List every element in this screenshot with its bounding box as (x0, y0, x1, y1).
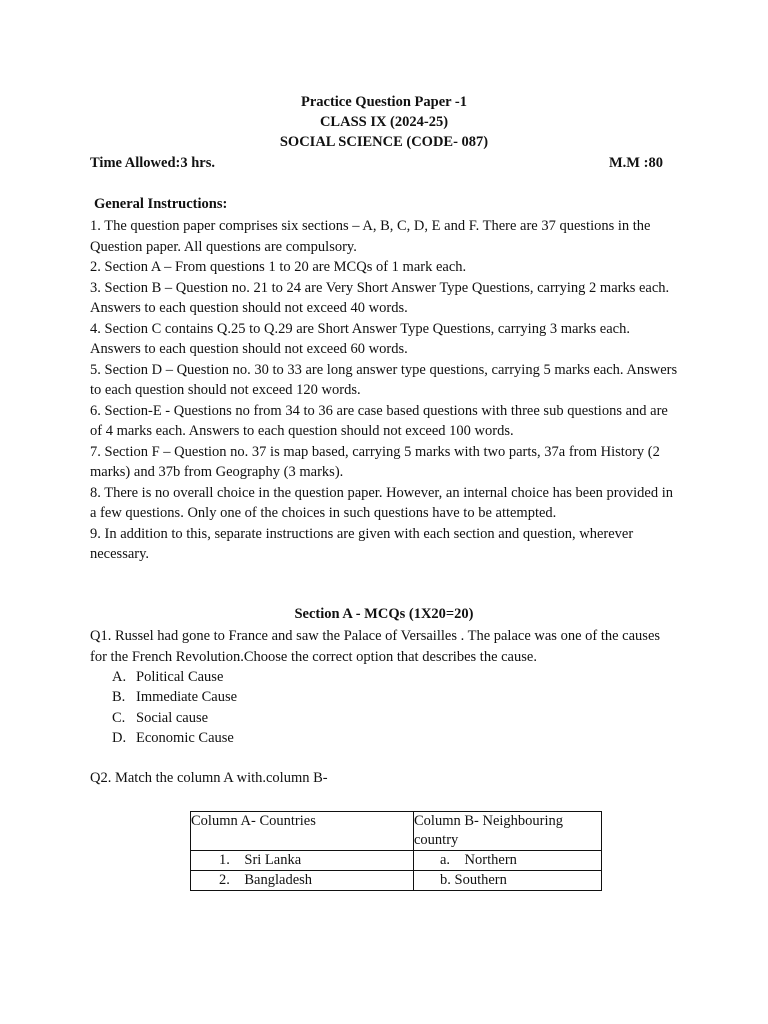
table-row (191, 851, 602, 871)
table-header-row (191, 812, 602, 851)
question-1-options (112, 667, 237, 748)
subject-line: SOCIAL SCIENCE (CODE- 087) (279, 134, 489, 150)
question-2-text: Q2. Match the column A with.column B- (90, 770, 328, 786)
max-marks: M.M :80 (609, 155, 663, 171)
instruction-item: 5. Section D – Question no. 30 to 33 are long answer type questions, carrying 5 marks each. Answers to each question should not exceed 120 words. (90, 361, 678, 398)
class-line: CLASS IX (2024-25) (319, 114, 449, 130)
paper-title: Practice Question Paper -1 (300, 94, 468, 110)
table-row (191, 871, 602, 891)
instruction-item: 7. Section F – Question no. 37 is map based, carrying 5 marks with two parts, 37a from History (2 marks) and 37b from Geography (3 marks). (90, 443, 660, 480)
column-a-cell: 2. Bangladesh (191, 871, 414, 891)
instruction-item: 3. Section B – Question no. 21 to 24 are Very Short Answer Type Questions, carrying 2 marks each. Answers to each question should not exceed 40 words. (90, 279, 670, 316)
instruction-item: 9. In addition to this, separate instructions are given with each section and question, wherever necessary. (90, 525, 634, 562)
instruction-item: 8. There is no overall choice in the question paper. However, an internal choice has been provided in a few questions. Only one of the choices in such questions have to be attempted. (90, 484, 673, 521)
column-b-cell: a. Northern (414, 851, 602, 871)
column-b-header: Column B- Neighbouring country (414, 812, 602, 851)
column-a-header: Column A- Countries (191, 812, 414, 851)
instruction-item: 2. Section A – From questions 1 to 20 are MCQs of 1 mark each. (90, 259, 467, 275)
match-table (190, 811, 602, 891)
instructions-heading: General Instructions: (94, 196, 228, 212)
question-1-text: Q1. Russel had gone to France and saw the Palace of Versailles . The palace was one of the causes for the French Revolution.Choose the correct option that describes the cause. (90, 628, 661, 665)
option-d: D. Economic Cause (112, 729, 234, 746)
instruction-item: 6. Section-E - Questions no from 34 to 36 are case based questions with three sub questions and are of 4 marks each. Answers to each question should not exceed 100 words. (90, 402, 668, 439)
section-a-heading: Section A - MCQs (1X20=20) (294, 606, 474, 622)
column-a-cell: 1. Sri Lanka (191, 851, 414, 871)
option-c: C. Social cause (112, 709, 209, 726)
time-allowed: Time Allowed:3 hrs. (90, 155, 215, 171)
option-b: B. Immediate Cause (112, 689, 238, 706)
instruction-item: 4. Section C contains Q.25 to Q.29 are Short Answer Type Questions, carrying 3 marks each. Answers to each question should not exceed 60 words. (90, 320, 630, 357)
instructions-list (90, 216, 680, 565)
instruction-item: 1. The question paper comprises six sections – A, B, C, D, E and F. There are 37 questions in the Question paper. All questions are compulsory. (90, 218, 651, 255)
option-a: A. Political Cause (112, 669, 224, 685)
column-b-cell: b. Southern (414, 871, 602, 891)
